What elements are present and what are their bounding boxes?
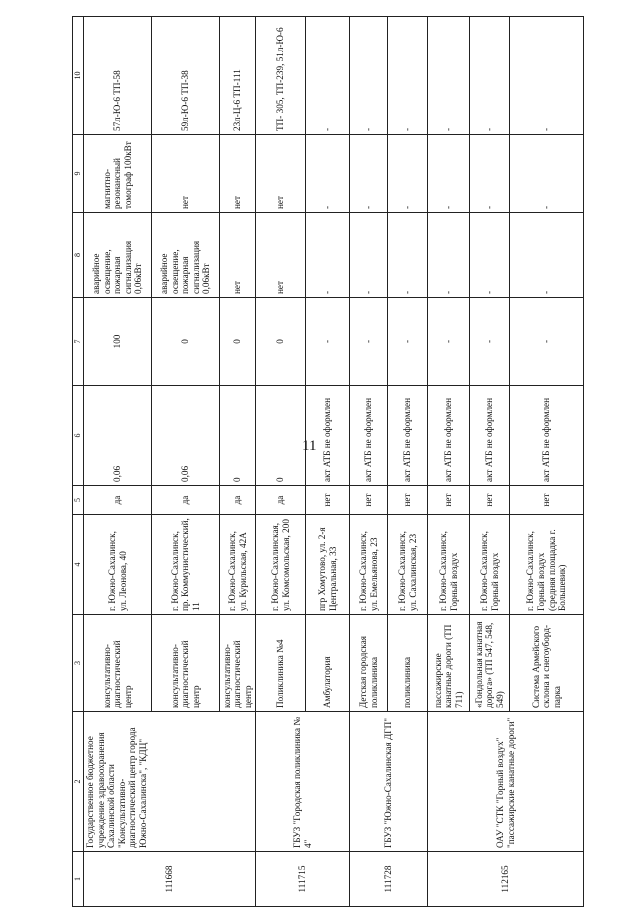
column-number: 9 (73, 135, 84, 213)
column-number: 2 (73, 712, 84, 852)
org-name: ГБУЗ "Южно-Сахалинская ДГП" (350, 712, 428, 852)
cell-c6: акт АТБ не оформлен (306, 386, 350, 486)
subdivision-name: пассажирские канатные дороги (ТП 711) (428, 615, 470, 712)
subdivision-name: консультативно-диагностический центр (84, 615, 152, 712)
cell-c9: нет (256, 135, 306, 213)
cell-c10: - (388, 17, 428, 135)
column-number: 6 (73, 386, 84, 486)
cell-c9: - (306, 135, 350, 213)
cell-c7: - (428, 298, 470, 386)
subdivision-address: г. Южно-Сахалинск, ул. Курильская, 42А (220, 515, 256, 615)
cell-c9: - (350, 135, 388, 213)
cell-c6: 0 (220, 386, 256, 486)
cell-c8: нет (256, 213, 306, 298)
subdivision-name: Детская городская поликлиника (350, 615, 388, 712)
cell-c9: нет (152, 135, 220, 213)
cell-c8: - (428, 213, 470, 298)
org-name: ГБУЗ "Городская поликлиника № 4" (256, 712, 350, 852)
subdivision-name: Поликлиника №4 (256, 615, 306, 712)
subdivision-address: г. Южно-Сахалинск, ул. Леонова, 40 (84, 515, 152, 615)
org-id: 112165 (428, 852, 584, 907)
table-row (84, 17, 152, 907)
cell-c6: 0 (256, 386, 306, 486)
cell-c10: - (350, 17, 388, 135)
cell-c5: да (152, 486, 220, 515)
subdivision-address: г. Южно-Сахалинск, ул. Емельянова, 23 (350, 515, 388, 615)
cell-c9: магнитно-резонансный томограф 100кВт (84, 135, 152, 213)
cell-c8: - (510, 213, 584, 298)
subdivision-name: «Гондольная канатная дорога» (ТП 547, 548, 549) (470, 615, 510, 712)
cell-c5: нет (428, 486, 470, 515)
rotated-table-wrapper (72, 17, 582, 907)
cell-c10: - (470, 17, 510, 135)
cell-c10: 23л-Ц-6 ТП-111 (220, 17, 256, 135)
cell-c6: 0,06 (152, 386, 220, 486)
cell-c5: да (220, 486, 256, 515)
column-number-row (73, 17, 84, 907)
column-number: 5 (73, 486, 84, 515)
cell-c6: акт АТБ не оформлен (350, 386, 388, 486)
subdivision-name: консультативно-диагностический центр (220, 615, 256, 712)
cell-c7: 100 (84, 298, 152, 386)
org-name: ОАУ "СТК "Горный воздух" "пассажирские канатные дороги" (428, 712, 584, 852)
cell-c6: акт АТБ не оформлен (428, 386, 470, 486)
subdivision-name: поликлиника (388, 615, 428, 712)
cell-c5: нет (388, 486, 428, 515)
subdivision-address: пгр Хомутово, ул. 2-я Центральная, 33 (306, 515, 350, 615)
cell-c10: - (510, 17, 584, 135)
cell-c7: - (306, 298, 350, 386)
subdivision-address: г. Южно-Сахалинск, Горный воздух (средняя площадка г. Большевик) (510, 515, 584, 615)
cell-c6: акт АТБ не оформлен (510, 386, 584, 486)
cell-c9: - (388, 135, 428, 213)
subdivision-name: Амбулатория (306, 615, 350, 712)
org-id: 111668 (84, 852, 256, 907)
cell-c8: - (306, 213, 350, 298)
table-row (350, 17, 388, 907)
cell-c6: 0,06 (84, 386, 152, 486)
data-table (72, 16, 584, 907)
subdivision-name: Система Армейского склона и снегоуборд-парка (510, 615, 584, 712)
cell-c9: - (470, 135, 510, 213)
column-number: 7 (73, 298, 84, 386)
cell-c9: - (428, 135, 470, 213)
cell-c10: 57л-Ю-6 ТП-58 (84, 17, 152, 135)
subdivision-address: г. Южно-Сахалинск, ул. Сахалинская, 23 (388, 515, 428, 615)
cell-c7: - (470, 298, 510, 386)
cell-c6: акт АТБ не оформлен (388, 386, 428, 486)
cell-c9: нет (220, 135, 256, 213)
column-number: 4 (73, 515, 84, 615)
cell-c10: ТП- 305, ТП-239, 51л-Ю-6 (256, 17, 306, 135)
cell-c7: - (350, 298, 388, 386)
column-number: 8 (73, 213, 84, 298)
column-number: 1 (73, 852, 84, 907)
org-id: 111728 (350, 852, 428, 907)
subdivision-address: г. Южно-Сахалинск, Горный воздух (428, 515, 470, 615)
subdivision-name: консультативно-диагностический центр (152, 615, 220, 712)
table-row (256, 17, 306, 907)
cell-c8: аварийное освещение, пожарная сигнализация 0,06кВт (152, 213, 220, 298)
cell-c5: да (256, 486, 306, 515)
column-number: 3 (73, 615, 84, 712)
cell-c7: 0 (152, 298, 220, 386)
cell-c8: - (388, 213, 428, 298)
cell-c5: нет (470, 486, 510, 515)
cell-c8: аварийное освещение, пожарная сигнализация 0,06кВт (84, 213, 152, 298)
subdivision-address: г. Южно-Сахалинск, пр. Коммунистический, 11 (152, 515, 220, 615)
cell-c5: нет (306, 486, 350, 515)
cell-c5: да (84, 486, 152, 515)
cell-c10: - (428, 17, 470, 135)
subdivision-address: г. Южно-Сахалинская, ул. Комсомольская, 200 (256, 515, 306, 615)
cell-c9: - (510, 135, 584, 213)
cell-c7: 0 (220, 298, 256, 386)
cell-c7: - (510, 298, 584, 386)
org-id: 111715 (256, 852, 350, 907)
subdivision-address: г. Южно-Сахалинск, Горный воздух (470, 515, 510, 615)
cell-c8: - (470, 213, 510, 298)
cell-c5: нет (510, 486, 584, 515)
org-name: Государственное бюджетное учреждение здравоохранения Сахалинской области "Консультативно-диагностический центр города Южно-Сахалинска", "КДЦ" (84, 712, 256, 852)
cell-c7: - (388, 298, 428, 386)
cell-c8: - (350, 213, 388, 298)
cell-c10: 59л-Ю-6 ТП-38 (152, 17, 220, 135)
cell-c6: акт АТБ не оформлен (470, 386, 510, 486)
table-row (428, 17, 470, 907)
cell-c5: нет (350, 486, 388, 515)
cell-c7: 0 (256, 298, 306, 386)
cell-c8: нет (220, 213, 256, 298)
cell-c10: - (306, 17, 350, 135)
page-number: 11 (302, 438, 317, 454)
column-number: 10 (73, 17, 84, 135)
